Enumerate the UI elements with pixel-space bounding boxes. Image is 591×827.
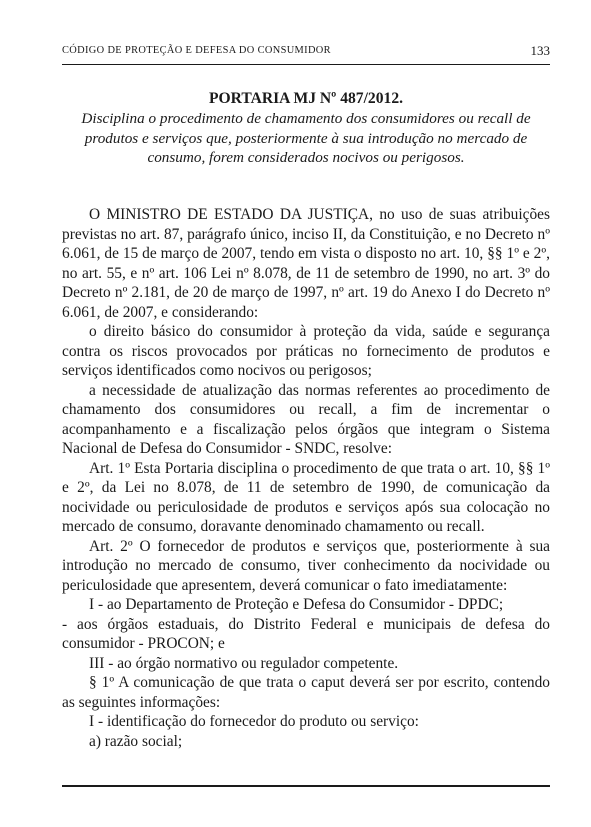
document-title: PORTARIA MJ Nº 487/2012. [208, 90, 404, 107]
footer-rule [62, 785, 550, 787]
running-title: CÓDIGO DE PROTEÇÃO E DEFESA DO CONSUMIDOR [62, 45, 331, 56]
paragraph-preamble: O MINISTRO DE ESTADO DA JUSTIÇA, no uso de suas atribuições previstas no art. 87, parágrafo único, inciso II, da Constituição, e no Decreto nº 6.061, de 15 de março de 2007, tendo em vista o disposto no art. 10, §§ 1º e 2º, no art. 55, e nº art. 106 Lei nº 8.078, de 11 de setembro de 1990, no art. 3º do Decreto nº 2.181, de 20 de março de 1997, nº art. 19 do Anexo I do Decreto nº 6.061, de 2007, e considerando: [62, 206, 550, 321]
paragraph-item-iii: III - ao órgão normativo ou regulador competente. [89, 654, 399, 672]
paragraph-item-i: I - ao Departamento de Proteção e Defesa do Consumidor - DPDC; [89, 596, 504, 613]
document-subtitle: Disciplina o procedimento de chamamento dos consumidores ou recall de produtos e serviços que, posteriormente à sua introdução no mercado de consumo, forem considerados nocivos ou perigosos. [81, 110, 531, 166]
paragraph-considering-1: o direito básico do consumidor à proteção da vida, saúde e segurança contra os riscos provocados por práticas no fornecimento de produtos e serviços identificados como nocivos ou perigosos; [62, 323, 550, 379]
paragraph-considering-2: a necessidade de atualização das normas referentes ao procedimento de chamamento dos consumidores ou recall, a fim de incrementar o acompanhamento e a fiscalização pelos órgãos que integram o Sistema Nacional de Defesa do Consumidor - SNDC, resolve: [62, 381, 550, 457]
paragraph-art-1: Art. 1º Esta Portaria disciplina o procedimento de que trata o art. 10, §§ 1º e 2º, da Lei no 8.078, de 11 de setembro de 1990, de comunicação da nocividade ou periculosidade de produtos e serviços após sua colocação no mercado de consumo, doravante denominado chamamento ou recall. [62, 459, 550, 535]
paragraph-art-2: Art. 2º O fornecedor de produtos e serviços que, posteriormente à sua introdução no mercado de consumo, tiver conhecimento da nocividade ou periculosidade que apresentem, deverá comunicar o fato imediatamente: [62, 537, 550, 594]
paragraph-section-1: § 1º A comunicação de que trata o caput deverá ser por escrito, contendo as seguintes informações: [62, 674, 550, 711]
paragraph-item-ii: - aos órgãos estaduais, do Distrito Federal e municipais de defesa do consumidor - PROCON; e [62, 615, 550, 652]
header-rule [62, 64, 550, 65]
page-header [62, 40, 550, 66]
document-body [62, 205, 550, 751]
paragraph-section-1-item-i: I - identificação do fornecedor do produto ou serviço: [89, 713, 419, 730]
paragraph-item-a: a) razão social; [89, 732, 183, 750]
page-number: 133 [530, 43, 550, 58]
